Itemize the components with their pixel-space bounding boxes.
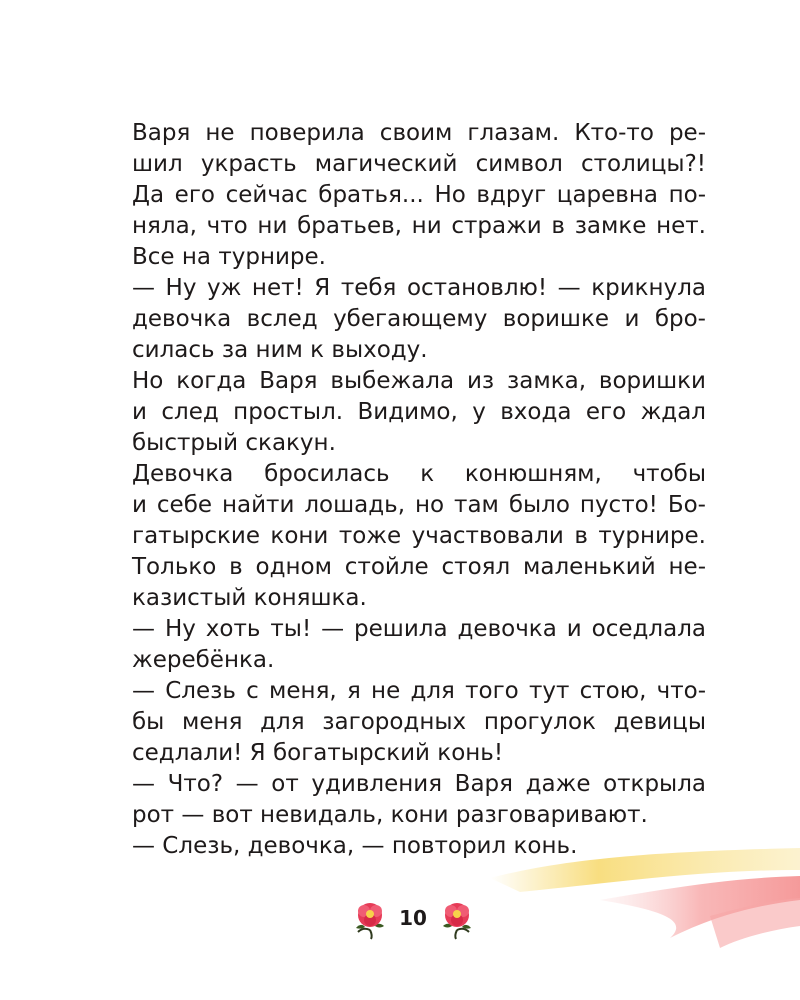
story-line-12: Девочка бросилась к конюшням, чтобы — [132, 461, 706, 487]
story-line-18: жеребёнка. — [132, 647, 275, 673]
story-line-15: Только в одном стойле стоял маленький не- — [132, 554, 706, 580]
story-line-4: няла, что ни братьев, ни стражи в замке нет. — [132, 213, 706, 239]
story-line-13: и себе найти лошадь, но там было пусто! Бо- — [132, 492, 706, 518]
story-line-16: казистый коняшка. — [132, 585, 367, 611]
rose-flower-icon — [437, 898, 477, 940]
story-line-20: бы меня для загородных прогулок девицы — [132, 709, 706, 735]
story-line-19: — Слезь с меня, я не для того тут стою, что- — [132, 678, 706, 704]
story-line-22: — Что? — от удивления Варя даже открыла — [132, 771, 706, 797]
page-footer — [0, 898, 800, 942]
story-line-7: девочка вслед убегающему воришке и бро- — [132, 306, 706, 332]
story-line-3: Да его сейчас братья... Но вдруг царевна по- — [132, 182, 706, 208]
page-number: 10 — [399, 906, 427, 930]
story-line-8: силась за ним к выходу. — [132, 337, 428, 363]
rose-flower-icon — [350, 898, 390, 940]
story-line-9: Но когда Варя выбежала из замка, воришки — [132, 368, 706, 394]
story-line-23: рот — вот невидаль, кони разговаривают. — [132, 802, 648, 828]
story-line-2: шил украсть магический символ столицы?! — [132, 151, 706, 177]
story-text — [132, 118, 706, 862]
story-line-6: — Ну уж нет! Я тебя остановлю! — крикнула — [132, 275, 706, 301]
story-line-14: гатырские кони тоже участвовали в турнире. — [132, 523, 706, 549]
story-line-5: Все на турнире. — [132, 244, 326, 270]
story-line-10: и след простыл. Видимо, у входа его ждал — [132, 399, 706, 425]
story-line-24: — Слезь, девочка, — повторил конь. — [132, 833, 578, 859]
story-line-1: Варя не поверила своим глазам. Кто-то ре- — [132, 120, 706, 146]
story-line-21: седлали! Я богатырский конь! — [132, 740, 504, 766]
story-line-17: — Ну хоть ты! — решила девочка и оседлала — [132, 616, 706, 642]
story-line-11: быстрый скакун. — [132, 430, 336, 456]
